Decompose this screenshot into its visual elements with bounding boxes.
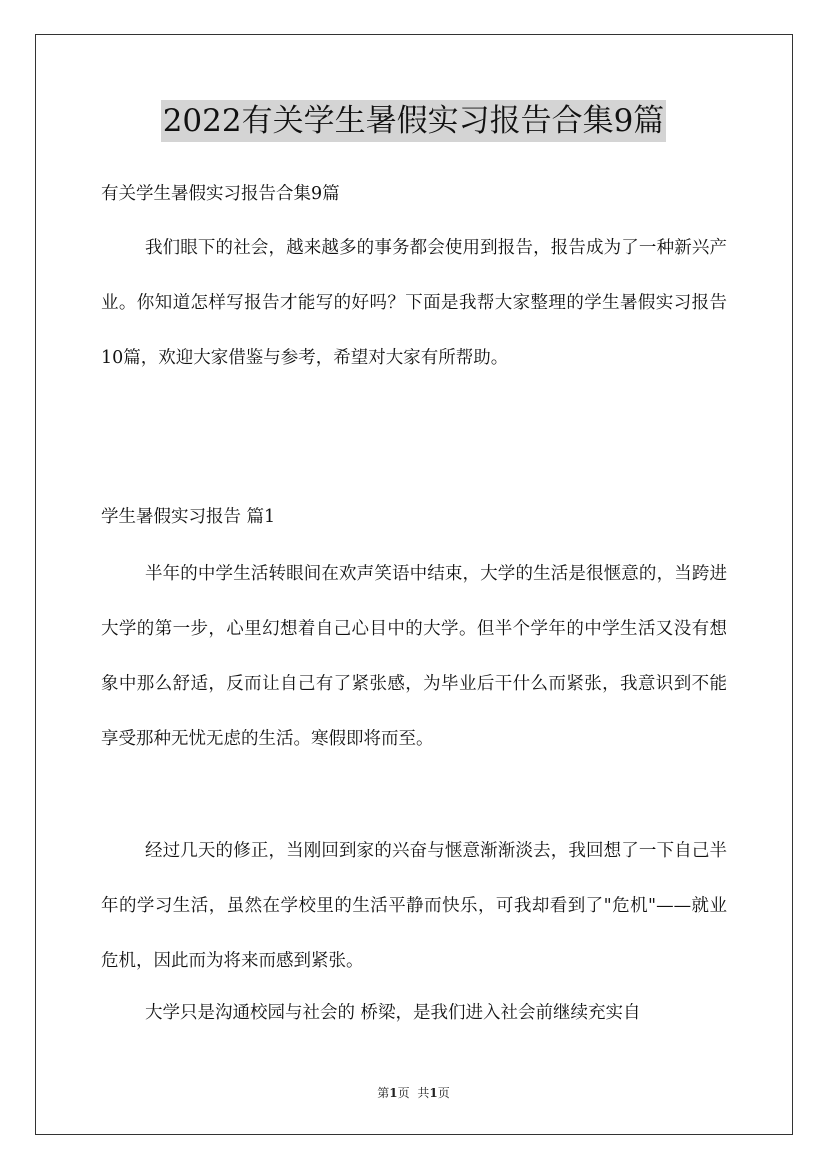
- section-heading: 学生暑假实习报告 篇1: [101, 507, 276, 527]
- document-title: 2022有关学生暑假实习报告合集9篇: [161, 100, 667, 142]
- footer-total-number: 1: [429, 1086, 438, 1100]
- title-wrap: [0, 100, 827, 142]
- footer-page-prefix: 第: [377, 1086, 390, 1100]
- body-paragraph-1: 半年的中学生活转眼间在欢声笑语中结束，大学的生活是很惬意的，当跨进大学的第一步，心里幻想着自己心目中的大学。但半个学年的中学生活又没有想象中那么舒适，反而让自己有了紧张感，为毕业后干什么而紧张，我意识到不能享受那种无忧无虑的生活。寒假即将而至。: [101, 564, 727, 749]
- intro-paragraph: 我们眼下的社会，越来越多的事务都会使用到报告，报告成为了一种新兴产业。你知道怎样写报告才能写的好吗？下面是我帮大家整理的学生暑假实习报告10篇，欢迎大家借鉴与参考，希望对大家有所帮助。: [101, 238, 727, 368]
- footer-page-suffix: 页: [397, 1086, 410, 1100]
- footer-total-prefix: 共: [417, 1086, 430, 1100]
- document-subtitle: 有关学生暑假实习报告合集9篇: [101, 184, 340, 204]
- footer-page-number: 1: [389, 1086, 398, 1100]
- body-paragraph-3: 大学只是沟通校园与社会的 桥梁，是我们进入社会前继续充实自: [145, 1003, 641, 1023]
- page-footer: [0, 1084, 827, 1101]
- body-paragraph-2: 经过几天的修正，当刚回到家的兴奋与惬意渐渐淡去，我回想了一下自己半年的学习生活，虽然在学校里的生活平静而快乐，可我却看到了"危机"——就业危机，因此而为将来而感到紧张。: [101, 841, 727, 971]
- footer-total-suffix: 页: [437, 1086, 450, 1100]
